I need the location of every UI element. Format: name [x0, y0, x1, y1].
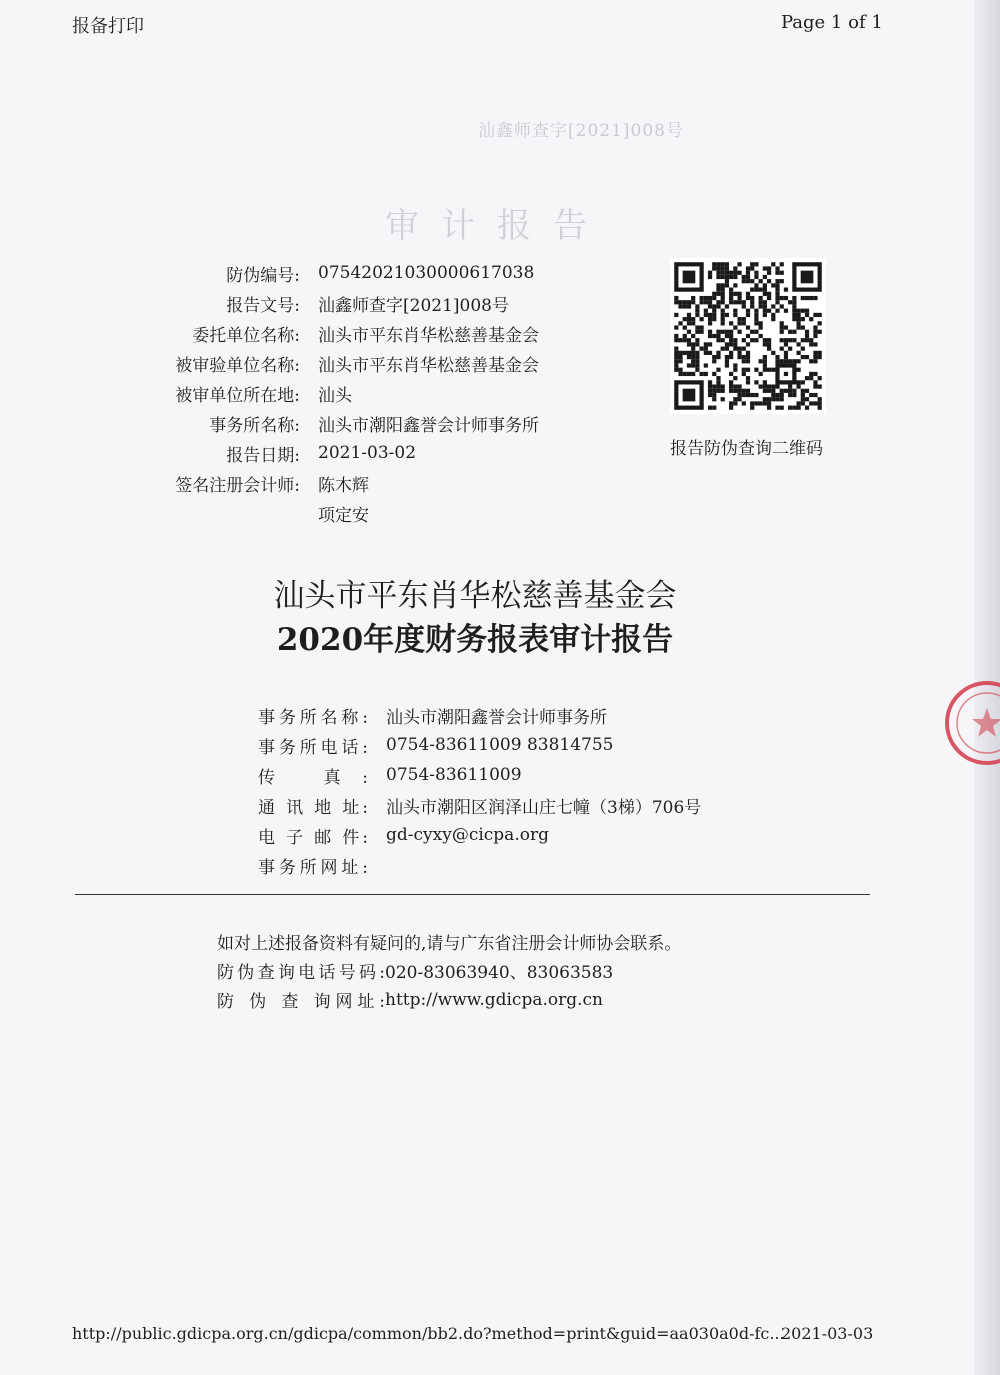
info-value: 汕鑫师查字[2021]008号: [318, 295, 509, 316]
firm-label: 事务所电话:: [258, 737, 368, 758]
qr-code-icon: [670, 258, 826, 414]
ghost-top-note: 汕鑫师查字[2021]008号: [478, 121, 684, 141]
info-value: 陈木辉: [318, 475, 369, 496]
info-row: [140, 468, 620, 498]
info-label: 防伪编号:: [226, 265, 300, 286]
firm-value: 0754-83611009 83814755: [386, 735, 614, 755]
firm-label: 电 子 邮 件:: [258, 827, 368, 848]
info-label: 事务所名称:: [209, 415, 300, 436]
web-link[interactable]: http://www.gdicpa.org.cn: [385, 989, 603, 1010]
info-value: 2021-03-02: [318, 443, 417, 463]
report-title-line-2: 2020年度财务报表审计报告: [276, 622, 674, 658]
info-label: 被审验单位名称:: [175, 355, 300, 376]
firm-label: 事务所名称:: [258, 707, 368, 728]
page-counter: Page 1 of 1: [781, 12, 883, 33]
info-row: [140, 318, 620, 348]
firm-value: 0754-83611009: [386, 765, 522, 785]
phone-value: 020-83063940、83063583: [385, 963, 614, 983]
notice-phone-line: [217, 956, 837, 985]
divider-line: [75, 894, 870, 895]
notice-web-line: [217, 985, 837, 1014]
firm-value: 汕头市潮阳鑫誉会计师事务所: [386, 707, 607, 728]
web-label: 防 伪 查 询网址:: [217, 992, 385, 1012]
info-row: [140, 498, 620, 528]
firm-row: [258, 760, 818, 790]
report-info-block: [140, 258, 620, 528]
ghost-heading: 审计报告: [385, 206, 609, 246]
info-value: 汕头市潮阳鑫誉会计师事务所: [318, 415, 539, 436]
phone-label: 防伪查询电话号码:: [217, 963, 385, 983]
info-label: 被审单位所在地:: [175, 385, 300, 406]
firm-row: [258, 730, 818, 760]
info-value: 汕头: [318, 385, 352, 406]
qr-caption: 报告防伪查询二维码: [670, 439, 823, 459]
firm-value: gd-cyxy@cicpa.org: [386, 825, 549, 845]
firm-row: [258, 820, 818, 850]
info-value: 项定安: [318, 505, 369, 526]
firm-label: 事务所网址:: [258, 857, 368, 878]
info-label: 报告日期:: [226, 445, 300, 466]
info-value: 汕头市平东肖华松慈善基金会: [318, 355, 539, 376]
info-row: [140, 378, 620, 408]
footer-print-date: 2021-03-03: [781, 1324, 874, 1343]
verification-notice: [217, 927, 837, 1014]
firm-row: [258, 790, 818, 820]
print-header-title: 报备打印: [72, 16, 144, 37]
info-value: 汕头市平东肖华松慈善基金会: [318, 325, 539, 346]
info-row: [140, 438, 620, 468]
info-row: [140, 288, 620, 318]
firm-contact-block: [258, 700, 818, 880]
info-row: [140, 408, 620, 438]
firm-label: 通 讯 地 址:: [258, 797, 368, 818]
report-title-line-1: 汕头市平东肖华松慈善基金会: [273, 578, 677, 614]
firm-value: 汕头市潮阳区润泽山庄七幢（3梯）706号: [386, 797, 702, 818]
notice-contact-line: 如对上述报备资料有疑问的,请与广东省注册会计师协会联系。: [217, 934, 682, 954]
info-label: 签名注册会计师:: [175, 475, 300, 496]
firm-row: [258, 700, 818, 730]
info-value: 07542021030000617038: [318, 263, 535, 283]
footer-url[interactable]: http://public.gdicpa.org.cn/gdicpa/common/bb2.do?method=print&guid=aa030a0d-fc...: [72, 1324, 785, 1343]
info-row: [140, 258, 620, 288]
info-label: 委托单位名称:: [192, 325, 300, 346]
info-label: 报告文号:: [226, 295, 300, 316]
firm-row: [258, 850, 818, 880]
info-row: [140, 348, 620, 378]
red-seal-icon: [942, 678, 1000, 768]
firm-label: 传 真:: [258, 767, 368, 788]
